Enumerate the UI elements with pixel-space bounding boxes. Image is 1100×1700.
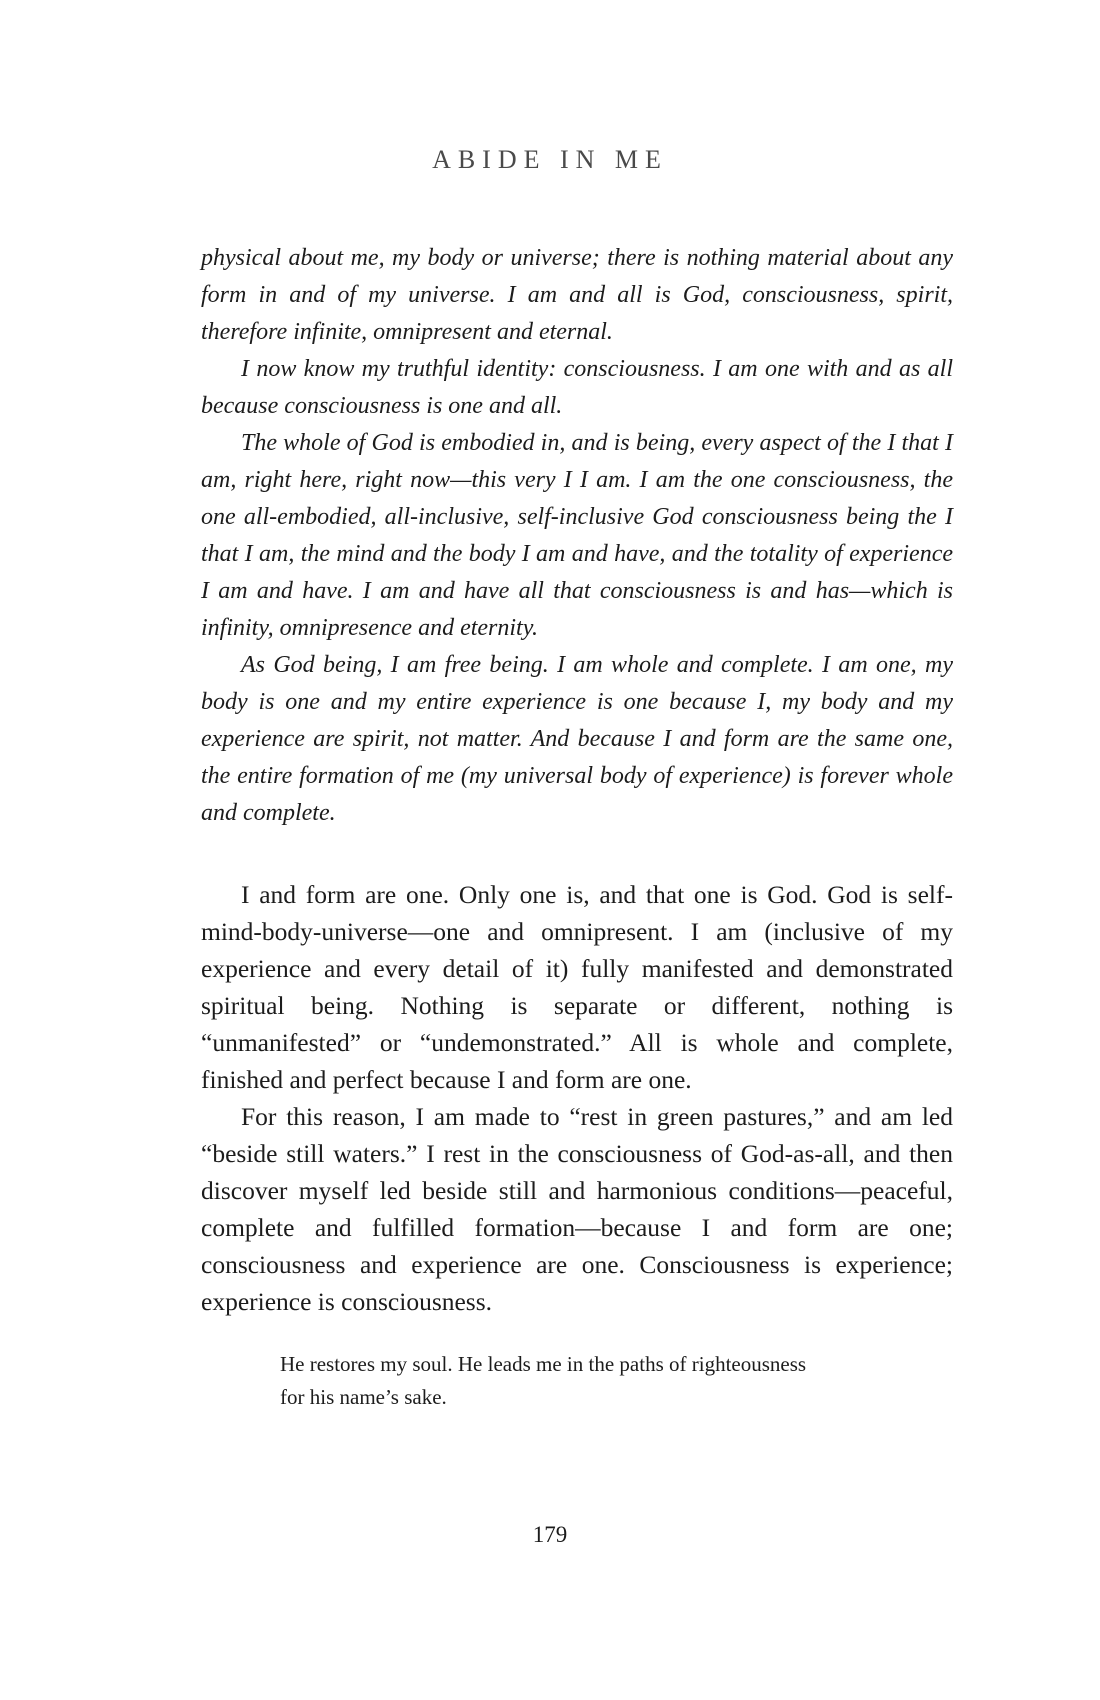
running-head: ABIDE IN ME bbox=[432, 145, 668, 174]
page-number: 179 bbox=[532, 1522, 568, 1547]
italic-paragraph: I now know my truthful identity: consciousness. I am one with and as all because consciousness is one and all. bbox=[201, 356, 953, 419]
italic-paragraph: As God being, I am free being. I am whole and complete. I am one, my body is one and my entire experience is one because I, my body and my experience are spirit, not matter. And because I and form are the same one, the entire formation of me (my universal body of experience) is forever whole and complete. bbox=[201, 652, 953, 826]
italic-paragraph: The whole of God is embodied in, and is being, every aspect of the I that I am, right here, right now—this very I I am. I am the one consciousness, the one all-embodied, all-inclusive, self-inclusive God consciousness being the I that I am, the mind and the body I am and have, and the totality of experience I am and have. I am and have all that consciousness is and has—which is infinity, omnipresence and eternity. bbox=[201, 430, 953, 641]
scripture-quote bbox=[280, 1348, 900, 1414]
italic-affirmation-block bbox=[201, 240, 953, 832]
body-paragraph: For this reason, I am made to “rest in green pastures,” and am led “beside still waters.” I rest in the consciousness of God-as-all, and then discover myself led beside still and harmonious conditions—peaceful, complete and fulfilled formation—because I and form are one; consciousness and experience are one. Consciousness is experience; experience is consciousness. bbox=[201, 1102, 953, 1316]
body-paragraph: I and form are one. Only one is, and that one is God. God is self-mind-body-universe—one and omnipresent. I am (inclusive of my experience and every detail of it) fully manifested and demonstrated spiritual being. Nothing is separate or different, nothing is “unmanifested” or “undemonstrated.” All is whole and complete, finished and perfect because I and form are one. bbox=[201, 880, 953, 1094]
quote-line: He restores my soul. He leads me in the paths of righteousness bbox=[280, 1352, 807, 1376]
body-text-block bbox=[201, 876, 953, 1320]
italic-paragraph: physical about me, my body or universe; there is nothing material about any form in and of my universe. I am and all is God, consciousness, spirit, therefore infinite, omnipresent and eternal. bbox=[201, 245, 953, 345]
quote-line: for his name’s sake. bbox=[280, 1385, 447, 1409]
